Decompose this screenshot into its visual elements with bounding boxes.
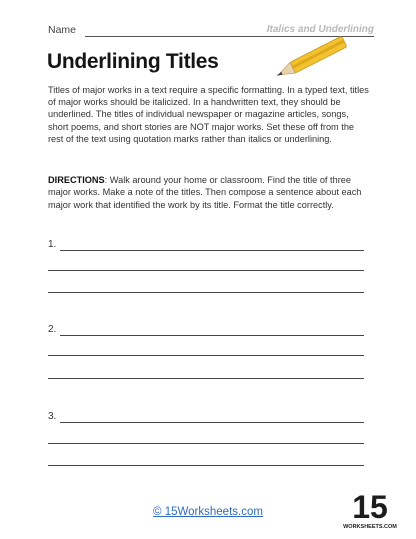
logo-number: 15 — [352, 489, 388, 525]
name-write-line[interactable] — [85, 36, 374, 37]
answer-line[interactable] — [48, 378, 364, 379]
answer-line[interactable] — [48, 465, 364, 466]
question-2 — [48, 324, 364, 384]
question-3 — [48, 411, 364, 471]
answer-line[interactable] — [60, 335, 364, 336]
answer-line[interactable] — [48, 270, 364, 271]
15worksheets-logo — [343, 485, 397, 531]
intro-paragraph: Titles of major works in a text require a specific formatting. In a typed text, titles of major works should be italicized. In a handwritten text, they should be underlined. The titles of individual newspaper or magazine articles, songs, short poems, and short stories are NOT major works. Set these off from the rest of the text using quotation marks rather than italics or underlining. — [48, 85, 369, 144]
name-label: Name — [48, 24, 77, 36]
answer-line[interactable] — [48, 443, 364, 444]
copyright-link[interactable]: © 15Worksheets.com — [153, 506, 263, 518]
answer-line[interactable] — [60, 422, 364, 423]
directions — [48, 174, 370, 211]
question-number: 3. — [48, 411, 57, 422]
question-number: 2. — [48, 324, 57, 335]
pencil-icon — [265, 40, 355, 80]
directions-label: DIRECTIONS — [48, 175, 105, 185]
question-number: 1. — [48, 239, 57, 250]
header — [48, 22, 374, 42]
topic-label: Italics and Underlining — [266, 24, 374, 35]
logo-text: WORKSHEETS.COM — [343, 524, 397, 530]
question-1 — [48, 239, 364, 299]
answer-line[interactable] — [60, 250, 364, 251]
answer-line[interactable] — [48, 355, 364, 356]
answer-line[interactable] — [48, 292, 364, 293]
directions-text: : Walk around your home or classroom. Find the title of three major works. Make a note of the titles. Then compose a sentence about each major work that identified the work by its title. Format the title correctly. — [48, 175, 362, 210]
page-title: Underlining Titles — [47, 50, 219, 73]
